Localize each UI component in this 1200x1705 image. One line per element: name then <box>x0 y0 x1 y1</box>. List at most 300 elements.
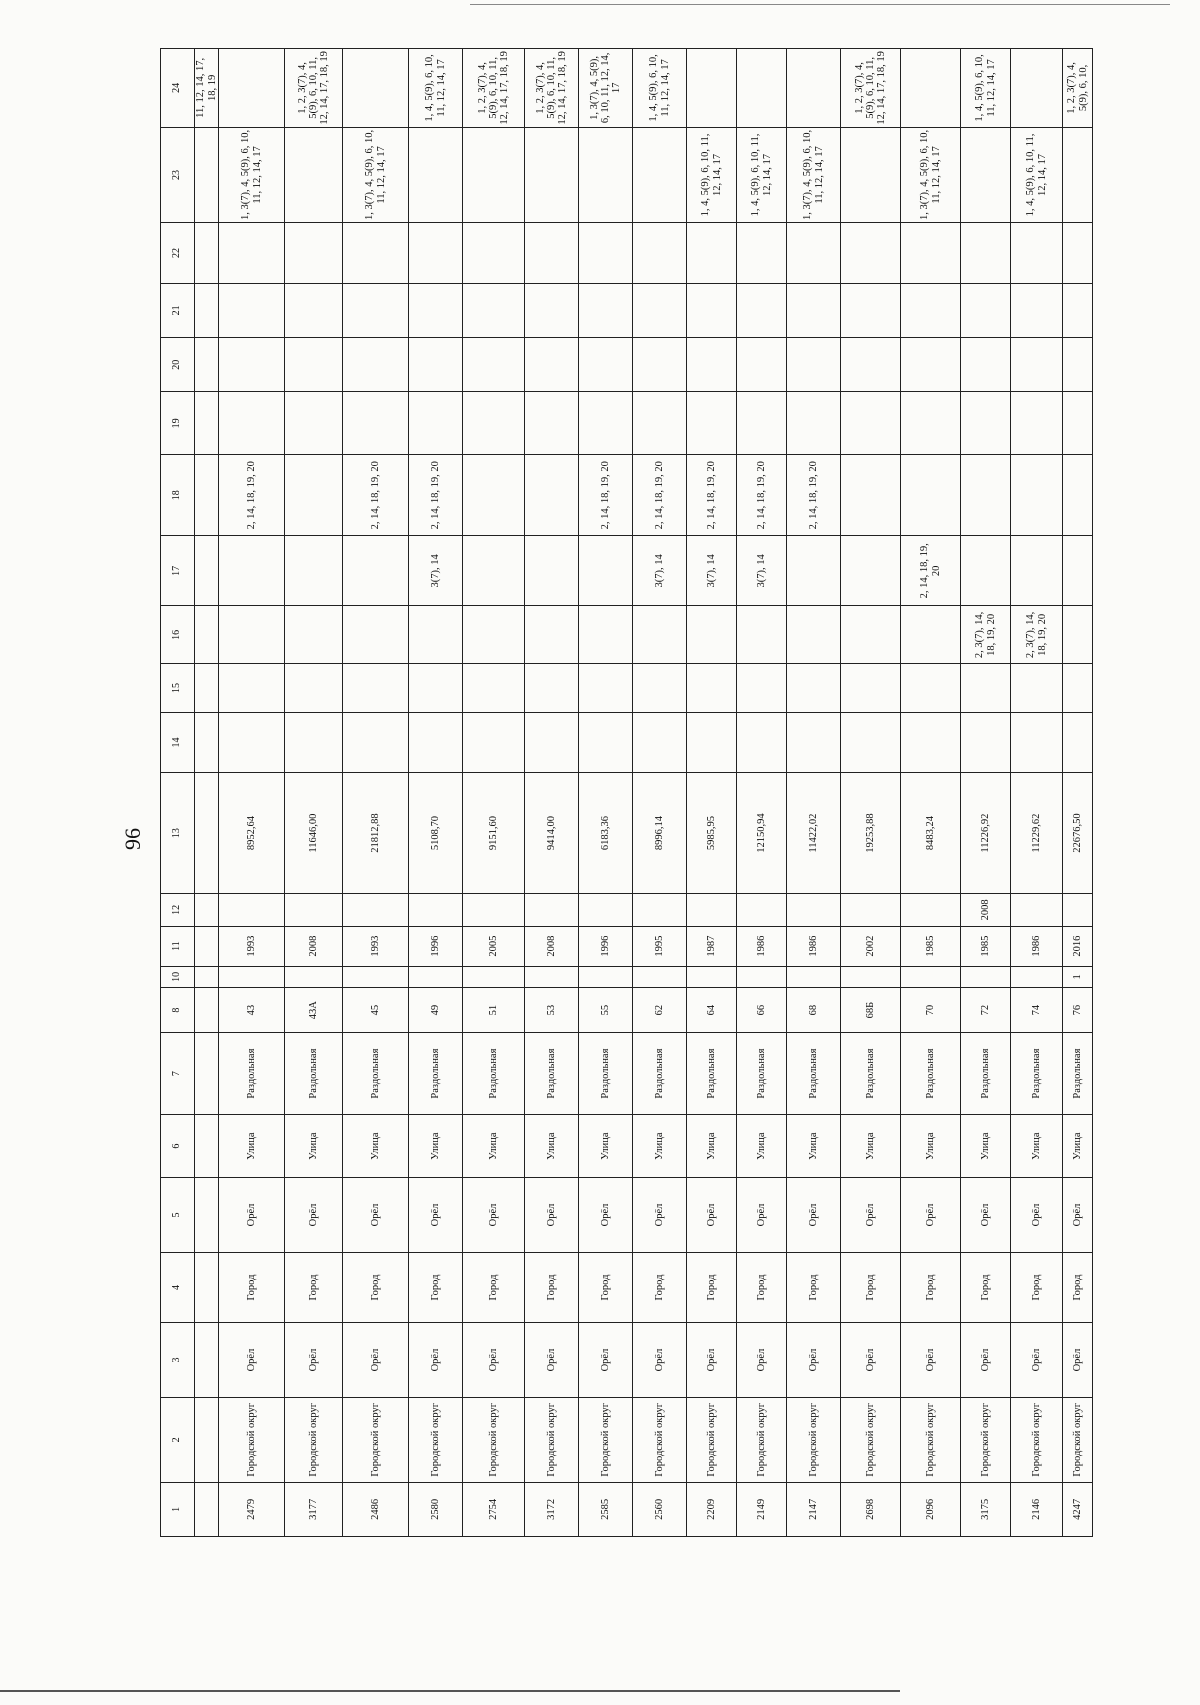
table-cell <box>579 536 633 606</box>
table-cell: 2, 14, 18, 19, 20 <box>219 455 285 536</box>
table-cell <box>195 1178 219 1253</box>
table-cell: 1, 3(7), 4, 5(9), 6, 10, 11, 12, 14, 17 <box>787 127 841 222</box>
table-cell: Раздольная <box>633 1033 687 1115</box>
table-cell: Орёл <box>737 1178 787 1253</box>
table-cell: Улица <box>219 1115 285 1178</box>
table-cell <box>633 894 687 927</box>
table-cell: Городской округ <box>219 1398 285 1483</box>
table-cell: 1 <box>1063 966 1093 988</box>
table-cell <box>219 894 285 927</box>
table-cell <box>1063 664 1093 712</box>
table-cell <box>463 455 525 536</box>
table-cell <box>579 392 633 455</box>
table-cell: 2580 <box>409 1482 463 1536</box>
table-cell <box>1063 536 1093 606</box>
table-cell: 2008 <box>961 894 1011 927</box>
table-cell <box>737 392 787 455</box>
table-cell <box>285 223 343 283</box>
table-cell <box>525 338 579 392</box>
table-row <box>687 49 737 1537</box>
table-cell: 2, 3(7), 14, 18, 19, 20 <box>961 606 1011 664</box>
table-cell <box>463 223 525 283</box>
table-cell: 21812,88 <box>343 773 409 894</box>
table-cell <box>219 392 285 455</box>
table-cell: 2585 <box>579 1482 633 1536</box>
table-cell <box>1063 338 1093 392</box>
column-number-header: 14 <box>161 712 195 772</box>
table-cell: Орёл <box>1011 1323 1063 1398</box>
table-cell: Раздольная <box>219 1033 285 1115</box>
table-cell <box>463 536 525 606</box>
table-cell: Улица <box>687 1115 737 1178</box>
table-cell: 1, 3(7), 4, 5(9), 6, 10, 11, 12, 14, 17 <box>579 49 633 128</box>
table-cell <box>787 894 841 927</box>
table-cell: 6183,36 <box>579 773 633 894</box>
table-cell <box>737 894 787 927</box>
table-cell: 1996 <box>409 926 463 966</box>
table-cell <box>525 712 579 772</box>
table-cell <box>195 894 219 927</box>
scan-edge-line <box>470 4 1170 5</box>
table-cell <box>525 664 579 712</box>
table-row <box>633 49 687 1537</box>
table-cell <box>787 536 841 606</box>
table-cell: 11229,62 <box>1011 773 1063 894</box>
table-cell: 2002 <box>841 926 901 966</box>
table-cell <box>841 223 901 283</box>
table-cell <box>1011 455 1063 536</box>
column-number-header: 17 <box>161 536 195 606</box>
table-cell: 1, 2, 3(7), 4, 5(9), 6, 10, 11, 12, 14, 17, 18, 19 <box>285 49 343 128</box>
table-cell <box>1063 392 1093 455</box>
table-cell: Орёл <box>633 1178 687 1253</box>
table-cell <box>841 606 901 664</box>
table-cell <box>1063 455 1093 536</box>
table-cell: Улица <box>841 1115 901 1178</box>
table-cell <box>285 283 343 337</box>
table-cell <box>633 712 687 772</box>
table-cell: Городской округ <box>737 1398 787 1483</box>
table-row <box>841 49 901 1537</box>
table-cell: Орёл <box>1063 1323 1093 1398</box>
table-cell: 1993 <box>219 926 285 966</box>
table-cell: 2008 <box>285 926 343 966</box>
table-row <box>579 49 633 1537</box>
table-cell: Городской округ <box>633 1398 687 1483</box>
table-cell: Орёл <box>841 1178 901 1253</box>
table-cell <box>343 338 409 392</box>
table-cell: Раздольная <box>737 1033 787 1115</box>
table-cell: 1, 4, 5(9), 6, 10, 11, 12, 14, 17 <box>633 49 687 128</box>
table-cell <box>961 223 1011 283</box>
table-cell: Орёл <box>409 1323 463 1398</box>
table-cell: Улица <box>901 1115 961 1178</box>
table-cell <box>409 712 463 772</box>
table-cell: 2, 14, 18, 19, 20 <box>787 455 841 536</box>
table-cell <box>409 283 463 337</box>
table-cell <box>737 49 787 128</box>
scan-edge-line <box>0 1690 900 1692</box>
table-cell: Орёл <box>687 1178 737 1253</box>
table-cell <box>961 664 1011 712</box>
table-cell <box>687 338 737 392</box>
table-cell <box>343 894 409 927</box>
table-cell: 1986 <box>1011 926 1063 966</box>
table-cell <box>525 606 579 664</box>
table-cell: Городской округ <box>901 1398 961 1483</box>
table-cell <box>219 49 285 128</box>
table-row <box>737 49 787 1537</box>
table-cell: Раздольная <box>687 1033 737 1115</box>
table-cell: 1995 <box>633 926 687 966</box>
table-cell: Орёл <box>579 1178 633 1253</box>
table-cell: 1, 4, 5(9), 6, 10, 11, 12, 14, 17 <box>1011 127 1063 222</box>
table-cell <box>463 338 525 392</box>
table-cell: 5985,95 <box>687 773 737 894</box>
table-cell <box>409 223 463 283</box>
table-cell: 1985 <box>961 926 1011 966</box>
table-cell: Улица <box>1011 1115 1063 1178</box>
table-cell: Орёл <box>961 1178 1011 1253</box>
table-cell: 64 <box>687 988 737 1033</box>
table-cell <box>787 966 841 988</box>
table-cell: Городской округ <box>463 1398 525 1483</box>
table-cell: Улица <box>633 1115 687 1178</box>
column-number-header: 13 <box>161 773 195 894</box>
table-cell <box>841 712 901 772</box>
table-cell <box>285 127 343 222</box>
table-cell: 2, 14, 18, 19, 20 <box>343 455 409 536</box>
table-cell: 49 <box>409 988 463 1033</box>
table-cell <box>579 664 633 712</box>
table-cell <box>787 223 841 283</box>
table-cell <box>687 223 737 283</box>
table-cell <box>525 455 579 536</box>
table-cell: 53 <box>525 988 579 1033</box>
table-cell: Раздольная <box>525 1033 579 1115</box>
table-cell: 68 <box>787 988 841 1033</box>
table-cell: Орёл <box>525 1178 579 1253</box>
table-cell <box>343 283 409 337</box>
table-cell <box>687 606 737 664</box>
table-cell <box>343 49 409 128</box>
table-cell: 11226,92 <box>961 773 1011 894</box>
table-cell: 1, 4, 5(9), 6, 10, 11, 12, 14, 17 <box>737 127 787 222</box>
table-cell <box>737 338 787 392</box>
table-cell <box>901 606 961 664</box>
table-cell <box>195 392 219 455</box>
table-cell <box>525 283 579 337</box>
table-cell <box>787 712 841 772</box>
table-cell: 5108,70 <box>409 773 463 894</box>
table-cell: Орёл <box>961 1323 1011 1398</box>
table-cell: Городской округ <box>841 1398 901 1483</box>
table-cell <box>901 966 961 988</box>
table-cell <box>961 455 1011 536</box>
table-row <box>525 49 579 1537</box>
table-cell: Орёл <box>787 1323 841 1398</box>
table-cell: Улица <box>787 1115 841 1178</box>
table-cell: Орёл <box>343 1323 409 1398</box>
table-cell: 1, 4, 5(9), 6, 10, 11, 12, 14, 17 <box>409 49 463 128</box>
table-cell: Орёл <box>901 1178 961 1253</box>
table-cell: Город <box>737 1252 787 1322</box>
table-cell: 1, 4, 5(9), 6, 10, 11, 12, 14, 17 <box>961 49 1011 128</box>
table-cell <box>687 894 737 927</box>
table-cell: 2096 <box>901 1482 961 1536</box>
table-cell: 2209 <box>687 1482 737 1536</box>
table-cell <box>463 664 525 712</box>
table-cell: Орёл <box>219 1323 285 1398</box>
table-cell: Орёл <box>219 1178 285 1253</box>
table-cell <box>579 127 633 222</box>
table-cell: 62 <box>633 988 687 1033</box>
table-cell <box>901 223 961 283</box>
table-cell: 8996,14 <box>633 773 687 894</box>
table-cell: 1, 2, 3(7), 4, 5(9), 6, 10, 11, 12, 14, 17, 18, 19 <box>525 49 579 128</box>
table-cell: 2479 <box>219 1482 285 1536</box>
table-cell <box>1063 712 1093 772</box>
table-cell: 11422,02 <box>787 773 841 894</box>
table-cell <box>687 392 737 455</box>
table-cell: Орёл <box>579 1323 633 1398</box>
table-cell <box>841 338 901 392</box>
table-cell: 1987 <box>687 926 737 966</box>
table-cell <box>901 338 961 392</box>
table-cell <box>343 392 409 455</box>
table-cell: 43 <box>219 988 285 1033</box>
table-cell: Улица <box>343 1115 409 1178</box>
table-cell: Городской округ <box>579 1398 633 1483</box>
column-number-header: 22 <box>161 223 195 283</box>
table-cell <box>1011 712 1063 772</box>
table-cell <box>463 283 525 337</box>
table-cell: Городской округ <box>787 1398 841 1483</box>
table-cell <box>1063 894 1093 927</box>
table-cell: Улица <box>737 1115 787 1178</box>
table-cell <box>195 773 219 894</box>
table-cell <box>1063 223 1093 283</box>
table-cell <box>195 988 219 1033</box>
table-cell <box>463 606 525 664</box>
table-cell: 68Б <box>841 988 901 1033</box>
table-cell <box>787 606 841 664</box>
table-cell <box>285 712 343 772</box>
table-cell: Орёл <box>1011 1178 1063 1253</box>
table-cell: Город <box>525 1252 579 1322</box>
column-number-header: 18 <box>161 455 195 536</box>
table-cell <box>525 392 579 455</box>
table-cell: Раздольная <box>579 1033 633 1115</box>
table-cell: 2, 14, 18, 19, 20 <box>737 455 787 536</box>
table-row <box>409 49 463 1537</box>
table-cell <box>285 894 343 927</box>
table-cell: Раздольная <box>285 1033 343 1115</box>
table-cell: 1986 <box>787 926 841 966</box>
table-cell <box>195 926 219 966</box>
table-cell <box>633 606 687 664</box>
table-cell: Город <box>1011 1252 1063 1322</box>
table-row <box>463 49 525 1537</box>
table-cell <box>525 966 579 988</box>
table-cell <box>633 283 687 337</box>
table-cell: 3175 <box>961 1482 1011 1536</box>
table-cell <box>285 536 343 606</box>
table-cell <box>961 712 1011 772</box>
table-cell <box>219 338 285 392</box>
table-cell: Орёл <box>687 1323 737 1398</box>
table-cell <box>1011 392 1063 455</box>
table-cell: 8483,24 <box>901 773 961 894</box>
table-cell <box>841 536 901 606</box>
table-cell: 3(7), 14 <box>633 536 687 606</box>
table-row <box>1063 49 1093 1537</box>
table-cell <box>737 664 787 712</box>
table-cell <box>285 392 343 455</box>
table-cell <box>901 283 961 337</box>
table-cell <box>633 127 687 222</box>
table-cell: Городской округ <box>409 1398 463 1483</box>
table-cell <box>285 606 343 664</box>
table-cell: Орёл <box>841 1323 901 1398</box>
table-cell <box>1011 894 1063 927</box>
column-number-header: 20 <box>161 338 195 392</box>
table-cell: 1996 <box>579 926 633 966</box>
table-cell <box>841 966 901 988</box>
table-cell: 1986 <box>737 926 787 966</box>
table-cell <box>841 664 901 712</box>
column-number-header: 6 <box>161 1115 195 1178</box>
column-number-header: 3 <box>161 1323 195 1398</box>
table-cell: 3(7), 14 <box>737 536 787 606</box>
table-cell: 1, 3(7), 4, 5(9), 6, 10, 11, 12, 14, 17 <box>901 127 961 222</box>
table-cell: Городской округ <box>525 1398 579 1483</box>
table-cell: Город <box>219 1252 285 1322</box>
table-cell: 2, 3(7), 14, 18, 19, 20 <box>1011 606 1063 664</box>
table-cell: Город <box>1063 1252 1093 1322</box>
table-cell: Улица <box>579 1115 633 1178</box>
table-cell: Город <box>463 1252 525 1322</box>
table-cell <box>285 455 343 536</box>
table-cell <box>343 664 409 712</box>
table-cell <box>195 1482 219 1536</box>
column-number-header: 15 <box>161 664 195 712</box>
table-cell: Город <box>633 1252 687 1322</box>
table-cell: Улица <box>525 1115 579 1178</box>
table-cell: Город <box>285 1252 343 1322</box>
table-cell: 2147 <box>787 1482 841 1536</box>
column-number-header: 11 <box>161 926 195 966</box>
table-cell <box>219 536 285 606</box>
table-cell: 3172 <box>525 1482 579 1536</box>
table-cell: Раздольная <box>343 1033 409 1115</box>
table-cell <box>219 966 285 988</box>
table-cell <box>687 49 737 128</box>
table-cell <box>195 223 219 283</box>
table-cell <box>343 223 409 283</box>
table-cell: 3(7), 14 <box>687 536 737 606</box>
table-cell <box>285 966 343 988</box>
table-cell: 2, 14, 18, 19, 20 <box>633 455 687 536</box>
table-cell <box>687 664 737 712</box>
table-cell: 2486 <box>343 1482 409 1536</box>
table-cell: 2008 <box>525 926 579 966</box>
table-cell <box>195 536 219 606</box>
column-number-header: 4 <box>161 1252 195 1322</box>
table-cell <box>633 966 687 988</box>
table-cell: Орёл <box>285 1178 343 1253</box>
table-cell: 1, 4, 5(9), 6, 10, 11, 12, 14, 17 <box>687 127 737 222</box>
table-cell: 12150,94 <box>737 773 787 894</box>
table-cell: 19253,88 <box>841 773 901 894</box>
table-cell: 2, 14, 18, 19, 20 <box>579 455 633 536</box>
table-cell <box>1011 283 1063 337</box>
table-row <box>195 49 219 1537</box>
table-cell: Городской округ <box>343 1398 409 1483</box>
table-cell <box>525 223 579 283</box>
table-cell <box>343 966 409 988</box>
table-row <box>901 49 961 1537</box>
column-number-header: 21 <box>161 283 195 337</box>
table-cell: Город <box>579 1252 633 1322</box>
table-cell: 2, 14, 18, 19, 20 <box>687 455 737 536</box>
table-cell: Орёл <box>285 1323 343 1398</box>
table-cell <box>841 392 901 455</box>
table-cell: 2146 <box>1011 1482 1063 1536</box>
table-cell <box>737 223 787 283</box>
table-cell <box>409 966 463 988</box>
table-cell <box>195 283 219 337</box>
table-cell: 2, 14, 18, 19, 20 <box>409 455 463 536</box>
table-cell: 1, 3(7), 4, 5(9), 6, 10, 11, 12, 14, 17 <box>343 127 409 222</box>
table-cell: Раздольная <box>787 1033 841 1115</box>
table-cell: 66 <box>737 988 787 1033</box>
table-cell: Городской округ <box>1063 1398 1093 1483</box>
table-cell: 1985 <box>901 926 961 966</box>
table-cell <box>463 966 525 988</box>
table-cell: 2016 <box>1063 926 1093 966</box>
table-cell: Раздольная <box>463 1033 525 1115</box>
table-cell <box>1011 536 1063 606</box>
table-cell <box>219 664 285 712</box>
table-cell: Улица <box>409 1115 463 1178</box>
table-cell <box>409 606 463 664</box>
table-cell: Раздольная <box>901 1033 961 1115</box>
table-cell <box>285 664 343 712</box>
table-cell: 55 <box>579 988 633 1033</box>
table-cell <box>579 712 633 772</box>
table-cell <box>961 283 1011 337</box>
table-cell: Раздольная <box>409 1033 463 1115</box>
table-cell <box>343 536 409 606</box>
table-cell <box>579 338 633 392</box>
table-cell <box>687 712 737 772</box>
table-cell <box>787 664 841 712</box>
table-cell: Город <box>343 1252 409 1322</box>
table-cell <box>961 127 1011 222</box>
table-cell <box>409 664 463 712</box>
table-cell <box>1011 338 1063 392</box>
table-cell <box>1011 223 1063 283</box>
table-cell <box>579 894 633 927</box>
table-cell: Город <box>687 1252 737 1322</box>
table-cell: 74 <box>1011 988 1063 1033</box>
table-cell: 3177 <box>285 1482 343 1536</box>
table-cell: Орёл <box>633 1323 687 1398</box>
table-cell <box>961 966 1011 988</box>
table-cell <box>409 338 463 392</box>
table-cell <box>633 223 687 283</box>
